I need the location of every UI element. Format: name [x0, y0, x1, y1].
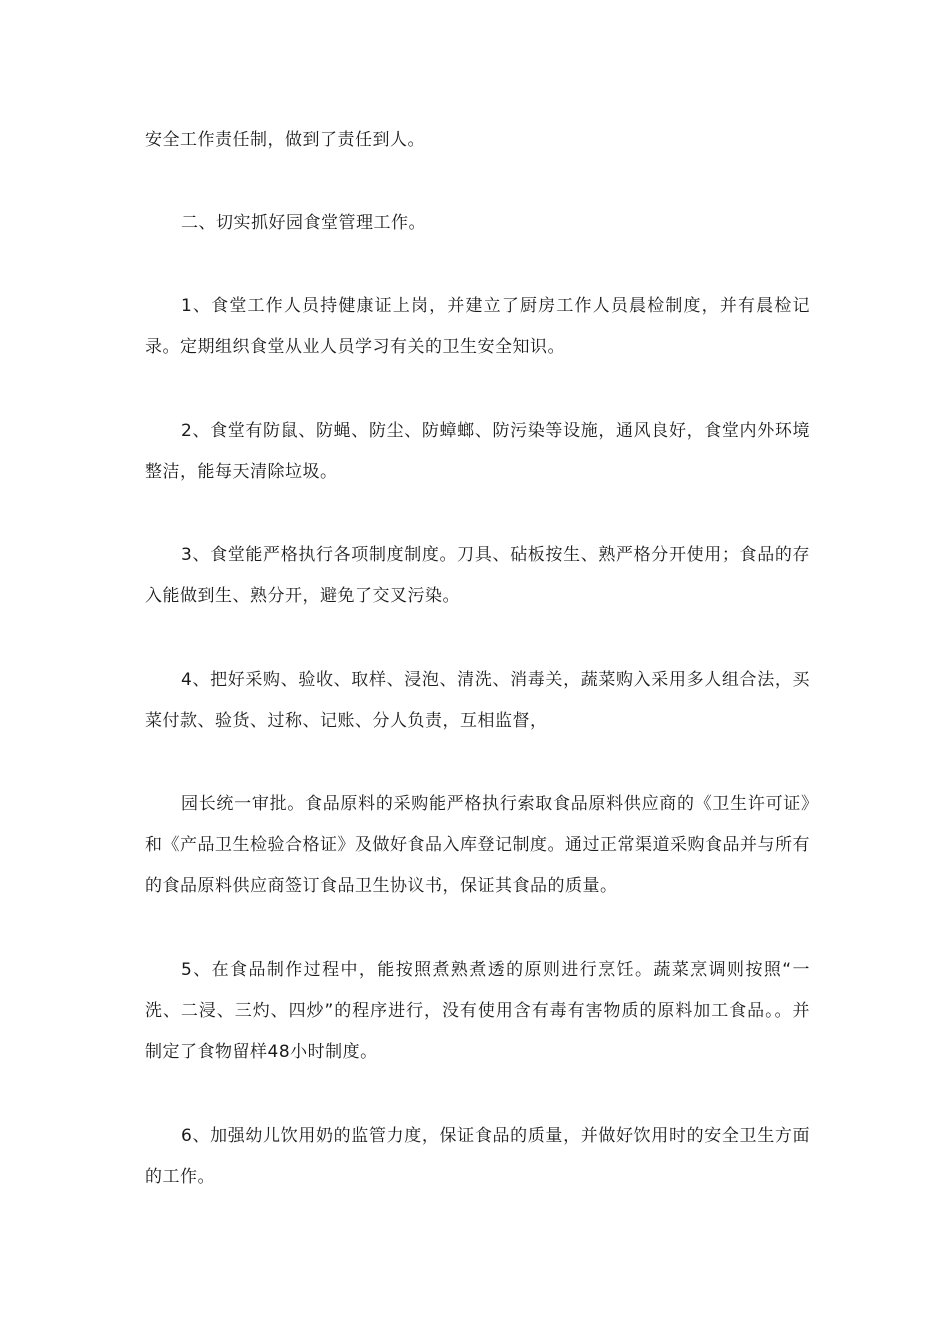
section-heading-canteen: 二、切实抓好园食堂管理工作。 — [181, 213, 426, 233]
paragraph-responsibility: 安全工作责任制，做到了责任到人。 — [145, 130, 425, 150]
paragraph-item-3: 3、食堂能严格执行各项制度制度。刀具、砧板按生、熟严格分开使用；食品的存入能做到生、熟分开，避免了交叉污染。 — [145, 545, 810, 606]
paragraph-item-2: 2、食堂有防鼠、防蝇、防尘、防蟑螂、防污染等设施，通风良好，食堂内外环境整洁，能每天清除垃圾。 — [145, 421, 810, 482]
paragraph-item-5: 5、在食品制作过程中，能按照煮熟煮透的原则进行烹饪。蔬菜烹调则按照“一洗、二浸、三灼、四炒”的程序进行，没有使用含有毒有害物质的原料加工食品。。并制定了食物留样48小时制度。 — [145, 960, 810, 1062]
paragraph-item-6: 6、加强幼儿饮用奶的监管力度，保证食品的质量，并做好饮用时的安全卫生方面的工作。 — [145, 1126, 810, 1187]
paragraph-approval: 园长统一审批。食品原料的采购能严格执行索取食品原料供应商的《卫生许可证》和《产品卫生检验合格证》及做好食品入库登记制度。通过正常渠道采购食品并与所有的食品原料供应商签订食品卫生协议书，保证其食品的质量。 — [145, 794, 810, 896]
paragraph-item-1: 1、食堂工作人员持健康证上岗，并建立了厨房工作人员晨检制度，并有晨检记录。定期组织食堂从业人员学习有关的卫生安全知识。 — [145, 296, 810, 357]
paragraph-item-4: 4、把好采购、验收、取样、浸泡、清洗、消毒关，蔬菜购入采用多人组合法，买菜付款、验货、过称、记账、分人负责，互相监督， — [145, 670, 810, 731]
